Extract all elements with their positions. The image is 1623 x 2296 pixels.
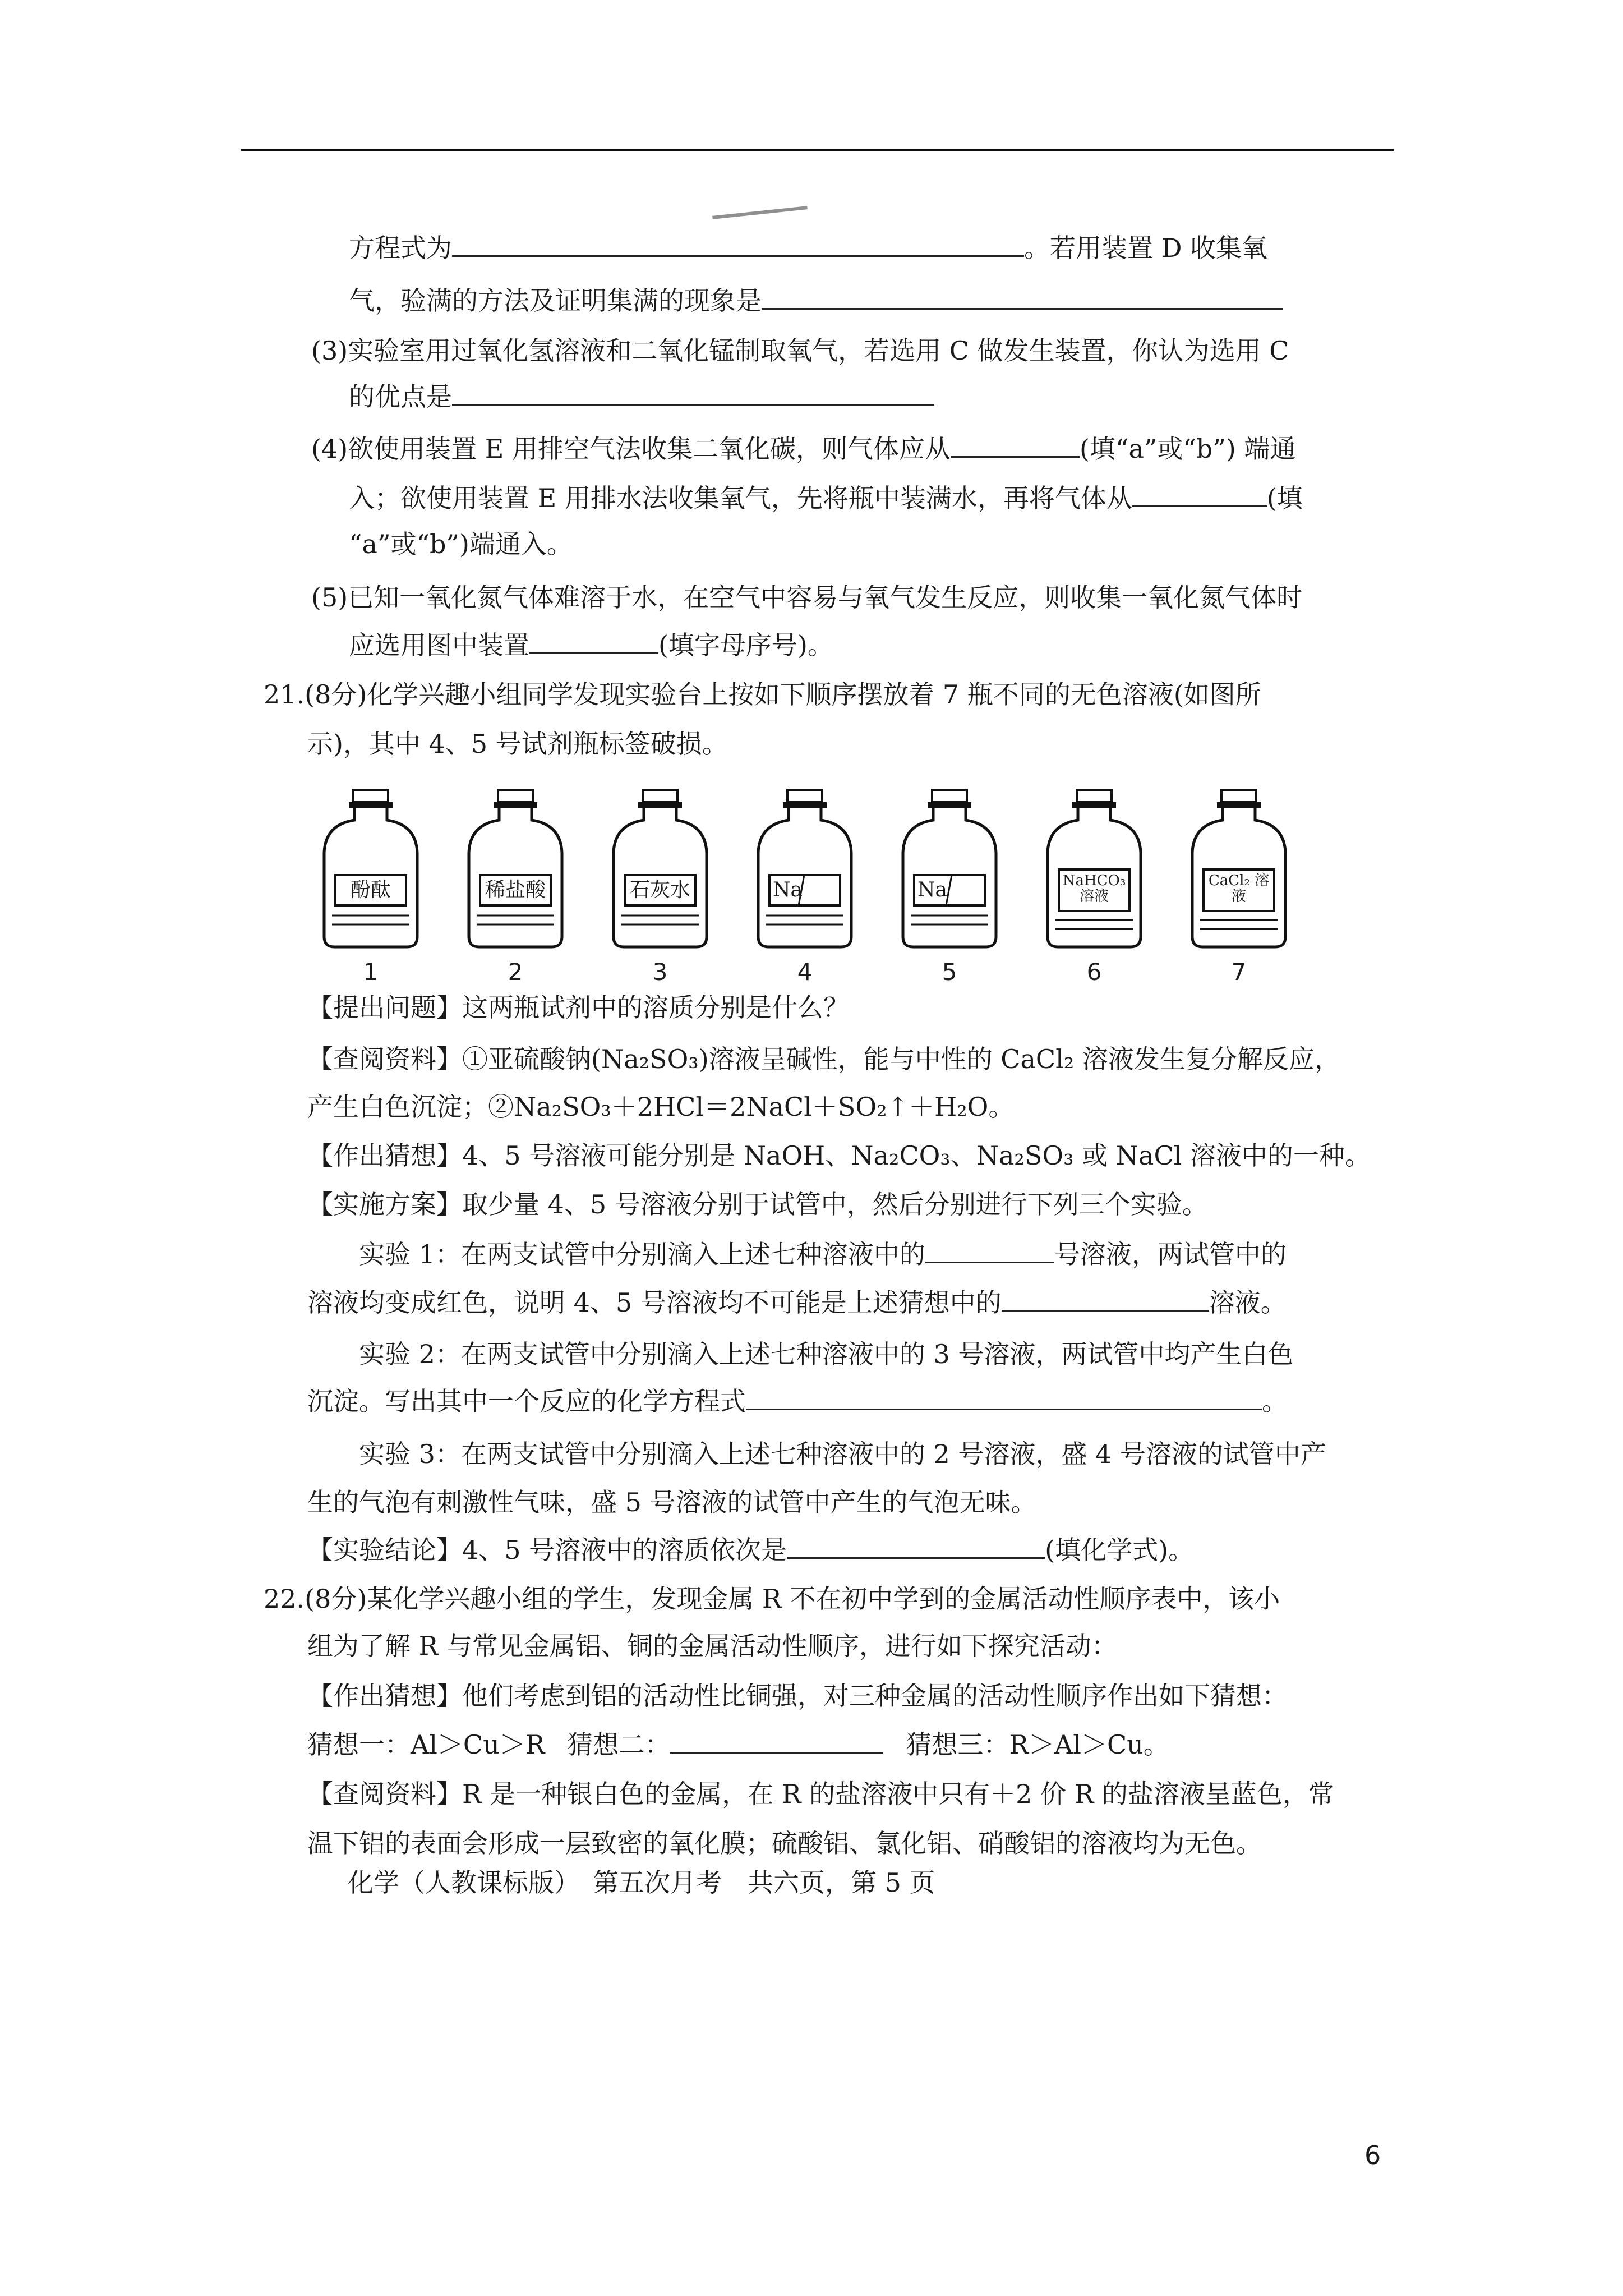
bottle-number: 3 [652,958,668,986]
text: (填化学式)。 [1045,1535,1195,1565]
text: (填 [1266,483,1303,513]
answer-blank[interactable] [529,630,658,654]
text: 应选用图中装置 [349,630,529,660]
bottle-5 [898,785,1000,993]
bottle-number: 2 [508,958,523,986]
text: (4)欲使用装置 E 用排空气法收集二氧化碳，则气体应从 [311,434,951,464]
text: 实验 1：在两支试管中分别滴入上述七种溶液中的 [359,1239,925,1269]
text: (填“a”或“b”) 端通 [1079,434,1296,464]
q20-part3-line1: (3)实验室用过氧化氢溶液和二氧化锰制取氧气，若选用 C 做发生装置，你认为选用 C [311,335,1289,366]
text: 【实验结论】4、5 号溶液中的溶质依次是 [307,1535,787,1565]
bottle-icon [754,785,856,954]
q20-part4-line2 [349,481,1303,515]
text: 溶液均变成红色，说明 4、5 号溶液均不可能是上述猜想中的 [307,1287,1002,1318]
q21-question: 【提出问题】这两瓶试剂中的溶质分别是什么？ [307,992,849,1023]
answer-blank[interactable] [452,381,934,406]
text: 。若用装置 D 收集氧 [1024,233,1268,263]
q21-info-line2: 产生白色沉淀；②Na₂SO₃＋2HCl＝2NaCl＋SO₂↑＋H₂O。 [307,1092,1015,1122]
q21-exp2-line1: 实验 2：在两支试管中分别滴入上述七种溶液中的 3 号溶液，两试管中均产生白色 [359,1339,1294,1369]
bottle-label: 稀盐酸 [485,878,546,901]
bottle-number: 1 [363,958,379,986]
q21-exp1-line2 [307,1286,1287,1319]
reagent-bottles-figure [320,785,1329,993]
answer-blank[interactable] [1002,1287,1209,1312]
q22-line1: 22.(8分)某化学兴趣小组的学生，发现金属 R 不在初中学到的金属活动性顺序表中，该小 [264,1584,1280,1614]
bottle-number: 5 [942,958,957,986]
q22-line2: 组为了解 R 与常见金属铝、铜的金属活动性顺序，进行如下探究活动： [307,1631,1117,1661]
q22-guesses [307,1728,1169,1761]
text: 号溶液，两试管中的 [1054,1239,1287,1269]
bottle-icon [464,785,566,954]
q21-exp3-line1: 实验 3：在两支试管中分别滴入上述七种溶液中的 2 号溶液，盛 4 号溶液的试管中产 [359,1439,1326,1469]
scan-smear [712,206,808,219]
bottle-number: 7 [1231,958,1247,986]
header-rule [241,149,1394,151]
q21-conclusion [307,1533,1194,1567]
q20-part5-line2 [349,628,833,662]
answer-blank[interactable] [951,434,1080,458]
guess-3: 猜想三：R＞Al＞Cu。 [906,1729,1169,1760]
q20-line-equation [349,231,1267,265]
bottle-icon [1043,785,1145,954]
bottle-1 [320,785,422,993]
bottle-7 [1188,785,1290,993]
guess-2: 猜想二： [567,1729,671,1760]
q21-line2: 示)，其中 4、5 号试剂瓶标签破损。 [307,729,728,759]
answer-blank[interactable] [670,1729,883,1754]
bottle-label: Na [773,878,803,901]
answer-blank[interactable] [925,1239,1054,1263]
page-number: 6 [1364,2140,1381,2170]
bottle-icon [898,785,1000,954]
answer-blank[interactable] [1132,483,1267,507]
q21-plan: 【实施方案】取少量 4、5 号溶液分别于试管中，然后分别进行下列三个实验。 [307,1189,1208,1220]
text: 沉淀。写出其中一个反应的化学方程式 [307,1386,746,1416]
bottle-4 [754,785,856,993]
text: 溶液。 [1209,1287,1287,1318]
bottle-label: 酚酞 [350,878,391,901]
bottle-6 [1043,785,1145,993]
text: 入；欲使用装置 E 用排水法收集氧气，先将瓶中装满水，再将气体从 [349,483,1132,513]
bottle-label: Na [917,878,947,901]
bottle-3 [609,785,711,993]
q20-part5-line1: (5)已知一氧化氮气体难溶于水，在空气中容易与氧气发生反应，则收集一氧化氮气体时 [311,582,1303,613]
bottle-2 [464,785,566,993]
q21-line1: 21.(8分)化学兴趣小组同学发现实验台上按如下顺序摆放着 7 瓶不同的无色溶液(如图所 [264,679,1261,710]
answer-blank[interactable] [787,1535,1045,1559]
q20-part4-line3: “a”或“b”)端通入。 [349,529,573,559]
answer-blank[interactable] [452,233,1024,257]
bottle-icon [609,785,711,954]
q20-line-check [349,284,1283,318]
bottle-number: 4 [797,958,813,986]
bottle-label: 石灰水 [629,878,690,901]
q20-part3-line2 [349,380,934,413]
text: 气，验满的方法及证明集满的现象是 [349,286,762,316]
answer-blank[interactable] [746,1386,1262,1410]
q21-exp2-line2 [307,1384,1288,1418]
bottle-icon [1188,785,1290,954]
text: 方程式为 [349,233,452,263]
q21-hypothesis: 【作出猜想】4、5 号溶液可能分别是 NaOH、Na₂CO₃、Na₂SO₃ 或 NaCl 溶液中的一种。 [307,1140,1371,1171]
q21-info-line1: 【查阅资料】①亚硫酸钠(Na₂SO₃)溶液呈碱性，能与中性的 CaCl₂ 溶液发生复分解反应， [307,1044,1340,1074]
bottle-label: CaCl₂ 溶液 [1208,872,1270,905]
bottle-label: NaHCO₃ 溶液 [1062,872,1126,905]
text: 。 [1262,1386,1288,1416]
bottle-number: 6 [1086,958,1102,986]
text: 的优点是 [349,381,452,412]
text: (填字母序号)。 [658,630,833,660]
q21-exp1-line1 [359,1237,1287,1271]
q22-info-line2: 温下铝的表面会形成一层致密的氧化膜；硫酸铝、氯化铝、硝酸铝的溶液均为无色。 [307,1828,1262,1858]
bottle-icon [320,785,422,954]
answer-blank[interactable] [762,286,1283,310]
q20-part4-line1 [311,432,1295,466]
q21-exp3-line2: 生的气泡有刺激性气味，盛 5 号溶液的试管中产生的气泡无味。 [307,1487,1037,1517]
q22-hypothesis: 【作出猜想】他们考虑到铝的活动性比铜强，对三种金属的活动性顺序作出如下猜想： [307,1681,1288,1711]
page-footer: 化学（人教课标版） 第五次月考 共六页，第 5 页 [348,1867,935,1898]
guess-1: 猜想一：Al＞Cu＞R [307,1729,545,1760]
q22-info-line1: 【查阅资料】R 是一种银白色的金属，在 R 的盐溶液中只有＋2 价 R 的盐溶液呈蓝色，常 [307,1779,1334,1809]
